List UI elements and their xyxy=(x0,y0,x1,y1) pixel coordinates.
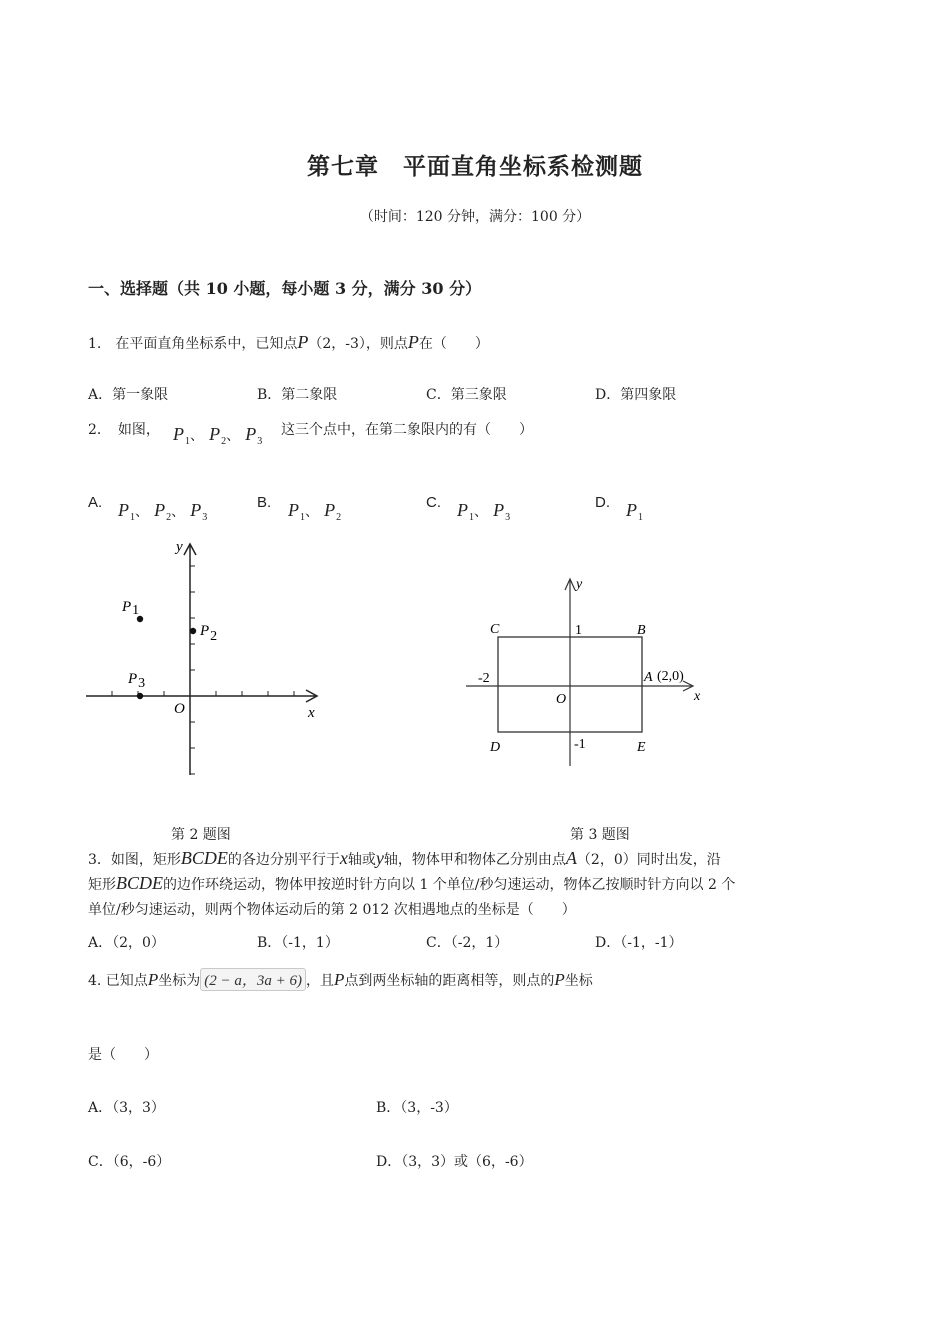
question-4-line1: 4. 已知点P坐标为 (2 − a，3a + 6) ，且P点到两坐标轴的距离相等，则点的P坐标 xyxy=(88,970,593,989)
q3-option-a[interactable]: A．（2，0） xyxy=(88,935,165,951)
point-p3 xyxy=(137,693,143,699)
q2-option-c-letter[interactable]: C. xyxy=(426,494,441,511)
q4-coordinate-expression: (2 − a，3a + 6) xyxy=(200,968,306,991)
figure-q3 xyxy=(460,570,720,780)
question-3-line1: 3．如图，矩形BCDE的各边分别平行于x轴或y轴，物体甲和物体乙分别由点A（2，0）同时出发，沿 xyxy=(88,848,721,868)
origin-label: O xyxy=(174,701,185,717)
q2-option-a-letter[interactable]: A. xyxy=(88,494,103,511)
q2-option-d[interactable]: $P_1$ xyxy=(626,500,643,523)
q2-option-b[interactable]: $P_1$、 $P_2$ xyxy=(288,500,342,523)
q2-option-b-letter[interactable]: B. xyxy=(257,494,272,511)
question-4-line2: 是（ ） xyxy=(88,1047,158,1063)
p3-label: P3 xyxy=(128,671,146,691)
figure-q2 xyxy=(80,535,340,785)
q1-option-a[interactable]: A．第一象限 xyxy=(88,387,169,403)
q1-prefix: 1. 在平面直角坐标系中，已知点 xyxy=(88,336,298,352)
question-1 xyxy=(88,332,489,353)
q3-option-c[interactable]: C．（-2，1） xyxy=(426,935,509,951)
x-axis-label: x xyxy=(308,705,315,721)
point-p2 xyxy=(190,628,196,634)
fig2-caption: 第 2 题图 xyxy=(171,827,231,843)
q1-option-b[interactable]: B．第二象限 xyxy=(257,387,338,403)
q1-var-p: P xyxy=(297,332,309,352)
question-2-suffix: 这三个点中，在第二象限内的有（ ） xyxy=(281,422,533,438)
origin-label: O xyxy=(556,692,567,707)
tick-neg-one: -1 xyxy=(574,737,586,752)
q1-suffix: 在（ ） xyxy=(418,336,489,352)
q1-option-c[interactable]: C．第三象限 xyxy=(426,387,507,403)
exam-info: （时间：120 分钟，满分：100 分） xyxy=(359,209,591,225)
tick-one: 1 xyxy=(575,623,582,638)
question-3-line2: 矩形BCDE的边作环绕运动，物体甲按逆时针方向以 1 个单位/秒匀速运动，物体乙按顺时针方向以 2 个 xyxy=(88,873,736,893)
q3-option-b[interactable]: B．（-1，1） xyxy=(257,935,339,951)
tick-neg-two: -2 xyxy=(478,671,490,686)
q2-option-c[interactable]: $P_1$、 $P_3$ xyxy=(457,500,511,523)
p2-label: P2 xyxy=(200,623,218,644)
q1-var-p2: P xyxy=(407,332,419,352)
q4-option-d[interactable]: D．（3，3）或（6，-6） xyxy=(376,1154,533,1170)
q3-option-d[interactable]: D．（-1，-1） xyxy=(595,935,683,951)
x-axis-label: x xyxy=(694,689,701,704)
y-axis-label: y xyxy=(576,577,583,592)
section-heading: 一、选择题（共 10 小题，每小题 3 分，满分 30 分） xyxy=(88,279,482,298)
point-a-coord: (2,0) xyxy=(657,669,684,684)
q2-option-a[interactable]: $P_1$、 $P_2$、 $P_3$ xyxy=(118,500,208,523)
vertex-e-label: E xyxy=(637,740,646,755)
vertex-b-label: B xyxy=(637,623,646,638)
fig3-caption: 第 3 题图 xyxy=(570,827,630,843)
question-2-prefix: 2． 如图， xyxy=(88,422,160,438)
p1-label: P1 xyxy=(122,599,140,618)
question-3-line3: 单位/秒匀速运动，则两个物体运动后的第 2 012 次相遇地点的坐标是（ ） xyxy=(88,902,576,918)
vertex-c-label: C xyxy=(490,622,500,637)
page-title: 第七章 平面直角坐标系检测题 xyxy=(307,153,643,180)
y-axis-label: y xyxy=(176,539,183,555)
q1-mid: （2，-3），则点 xyxy=(308,336,408,352)
point-a-label: A xyxy=(644,670,653,685)
vertex-d-label: D xyxy=(490,740,501,755)
q4-option-c[interactable]: C．（6，-6） xyxy=(88,1154,171,1170)
q4-option-b[interactable]: B．（3，-3） xyxy=(376,1100,458,1116)
q2-option-d-letter[interactable]: D. xyxy=(595,494,610,511)
q2-points: $P_1$、 $P_2$、 $P_3$ xyxy=(173,424,263,447)
q4-option-a[interactable]: A．（3，3） xyxy=(88,1100,165,1116)
q1-option-d[interactable]: D．第四象限 xyxy=(595,387,677,403)
